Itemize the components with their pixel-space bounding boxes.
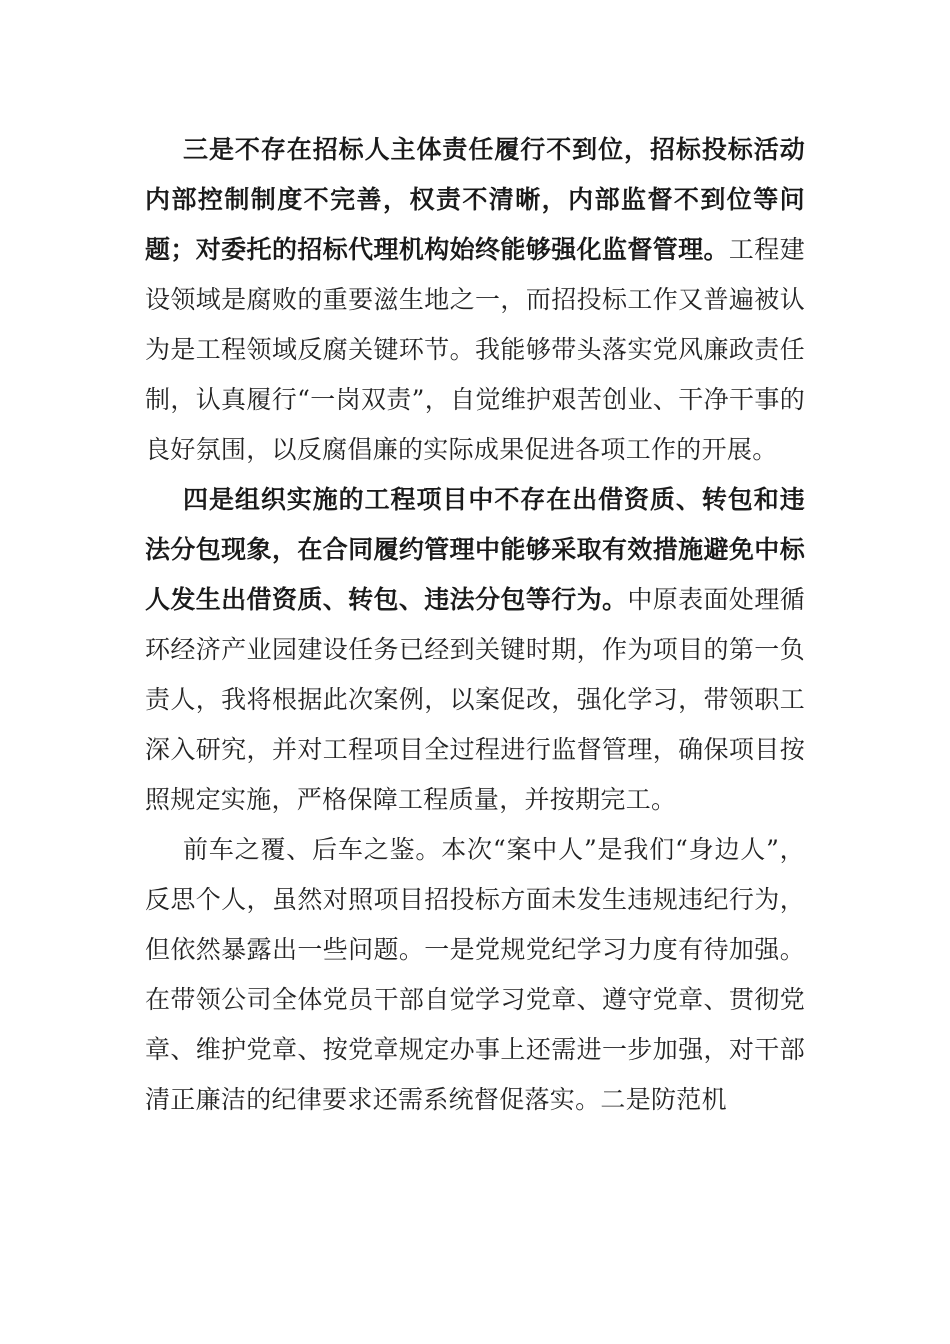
paragraph-three <box>145 125 805 475</box>
document-page <box>145 125 805 1125</box>
paragraph-lead: 四是组织实施的工程项目中不存在出借资质、转包和违法分包现象，在合同履约管理中能够采取有效措施避免中标人发生出借资质、转包、违法分包等行为。 <box>145 485 805 614</box>
paragraph-body: 前车之覆、后车之鉴。本次“案中人”是我们“身边人”，反思个人，虽然对照项目招投标方面未发生违规违纪行为，但依然暴露出一些问题。一是党规党纪学习力度有待加强。在带领公司全体党员干部自觉学习党章、遵守党章、贯彻党章、维护党章、按党章规定办事上还需进一步加强，对干部清正廉洁的纪律要求还需系统督促落实。二是防范机 <box>145 835 805 1114</box>
paragraph-body: 工程建设领域是腐败的重要滋生地之一，而招投标工作又普遍被认为是工程领域反腐关键环节。我能够带头落实党风廉政责任制，认真履行“一岗双责”，自觉维护艰苦创业、干净干事的良好氛围，以反腐倡廉的实际成果促进各项工作的开展。 <box>145 235 805 464</box>
paragraph-body: 中原表面处理循环经济产业园建设任务已经到关键时期，作为项目的第一负责人，我将根据此次案例，以案促改，强化学习，带领职工深入研究，并对工程项目全过程进行监督管理，确保项目按照规定实施，严格保障工程质量，并按期完工。 <box>145 585 806 814</box>
paragraph-reflection <box>145 825 805 1125</box>
paragraph-four <box>145 475 805 825</box>
paragraph-lead: 三是不存在招标人主体责任履行不到位，招标投标活动内部控制制度不完善，权责不清晰，内部监督不到位等问题；对委托的招标代理机构始终能够强化监督管理。 <box>145 135 805 264</box>
